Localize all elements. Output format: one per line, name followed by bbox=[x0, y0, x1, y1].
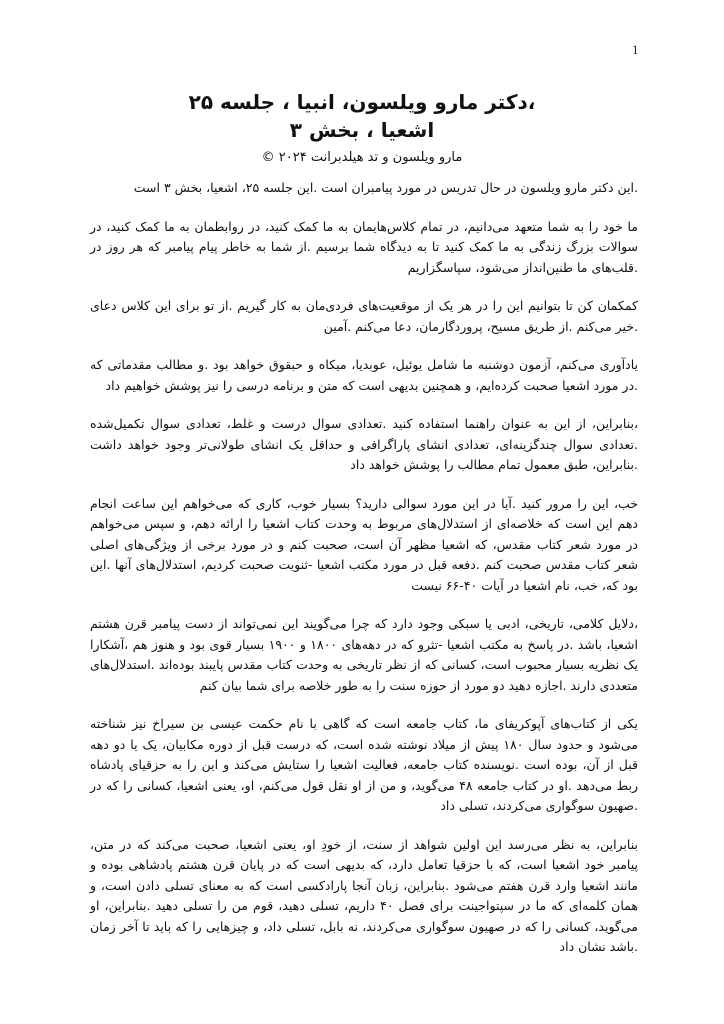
document-header bbox=[60, 88, 664, 170]
paragraph-1: .این دکتر مارو ویلسون در حال تدریس در مورد پیامبران است .این جلسه ۲۵، اشعیا، بخش ۳ است bbox=[133, 180, 638, 195]
author-copyright: مارو ویلسون و تد هیلدبرانت ۲۰۲۴ © bbox=[261, 150, 463, 165]
paragraph-4: یادآوری می‌کنم، آزمون دوشنبه ما شامل یوئیل، عوبدیا، میکاه و حبقوق خواهد بود .و مطالب مقدماتی که .در مورد اشعیا صحبت کرده‌ایم، و همچنین بدیهی است که متن و برنامه درسی را نیز پوشش خواهیم داد bbox=[90, 357, 638, 393]
paragraph-5: ،بنابراین، از این به عنوان راهنما استفاده کنید .تعدادی سوال درست و غلط، تعدادی سوال تکمیل‌شده .تعدادی سوال چندگزینه‌ای، تعدادی انشای پاراگرافی و حداقل یک انشای طولانی‌تر وجود خواهد داشت .بنابراین، طبق معمول تمام مطالب را پوشش خواهد داد bbox=[90, 416, 638, 472]
title-line-1: ،دکتر مارو ویلسون، انبیا ، جلسه ۲۵ bbox=[188, 90, 536, 114]
document-body bbox=[90, 178, 638, 976]
paragraph-6: خب، این را مرور کنید .آیا در این مورد سوالی دارید؟ بسیار خوب، کاری که می‌خواهم این ساعت انجام دهم این است که خلاصه‌ای از استدلال‌های مربوط به وحدت کتاب اشعیا را ارائه دهم، و سپس می‌خواهم در مورد شعر کتاب مقدس، که اشعیا مظهر آن است، صحبت کنم و در مورد برخی از ویژگی‌های اصلی شعر کتاب مقدس صحبت کنم .دفعه قبل در مورد مکتب اشعیا -ثنویت صحبت کردیم، استدلال‌های آنها .این بود که، خب، نام اشعیا در آیات ۴۰-۶۶ نیست bbox=[90, 495, 638, 593]
paragraph-2: ما خود را به شما متعهد می‌دانیم، در تمام کلاس‌هایمان به ما کمک کنید، در روابطمان به ما کمک کنید، در سوالات بزرگ زندگی به ما کمک کنید تا به دیدگاه شما برسیم .از شما به خاطر پیام پیامبر که هر روز در .قلب‌های ما طنین‌انداز می‌شود، سپاسگزاریم bbox=[90, 218, 638, 275]
paragraph-9: بنابراین، به نظر می‌رسد این اولین شواهد از سنت، از خودِ او، یعنی اشعیا، صحبت می‌کند که در متن، پیامبر خود اشعیا است، که با حزقیا تعامل دارد، که بدیهی است که در پایان قرن هشتم پادشاهی بوده و مانند اشعیا وارد قرن هفتم می‌شود .بنابراین، زبان آنجا پارادکسی است که به معنای تسلی دادن است، و همان کلمه‌ای که ما در سپتواجینت برای فصل ۴۰ داریم، تسلی دهید، قوم من را تسلی دهید .بنابراین، او می‌گوید، کسانی را که در صهیون سوگواری می‌کردند، نه بابل، تسلی داد، و چیزهایی را که باید تا آخر زمان .باشد نشان داد bbox=[90, 836, 638, 954]
title-line-2: اشعیا ، بخش ۳ bbox=[289, 118, 435, 142]
page-number: 1 bbox=[632, 42, 639, 57]
paragraph-8: یکی از کتاب‌های آپوکریفای ما، کتاب جامعه است که گاهی با نام حکمت عیسی بن سیراخ نیز شناخته می‌شود و حدود سال ۱۸۰ پیش از میلاد نوشته شده است، که درست قبل از دوره مکابیان، یک یا دو دهه قبل از آن، بوده است .نویسنده کتاب جامعه، فعالیت اشعیا را ستایش می‌کند و این را به حزقیای پادشاه ربط می‌دهد .او در کتاب جامعه ۴۸ می‌گوید، و من از او نقل قول می‌کنم، او، یعنی اشعیا، کسانی را که در .صهیون سوگواری می‌کردند، تسلی داد bbox=[90, 716, 638, 813]
paragraph-7: ،دلایل کلامی، تاریخی، ادبی یا سبکی وجود دارد که چرا می‌گویند این نمی‌تواند از دست پیامبر قرن هشتم اشعیا، باشد .در پاسخ به مکتب اشعیا -تثرو که در دهه‌های ۱۸۰۰ و ۱۹۰۰ بسیار قوی بود و هنوز هم ،آشکارا یک نظریه بسیار محبوب است، کسانی که از نظر تاریخی به وحدت کتاب مقدس پایبند بوده‌اند .استدلال‌های متعددی دارند .اجازه دهید دو مورد از حوزه سنت را به طور خلاصه برای شما بیان کنم bbox=[90, 616, 638, 693]
paragraph-3: کمکمان کن تا بتوانیم این را در هر یک از موقعیت‌های فردی‌مان به کار گیریم .از تو برای این کلاس دعای .خیر می‌کنم .از طریق مسیح، پروردگارمان، دعا می‌کنم .آمین bbox=[90, 298, 638, 334]
